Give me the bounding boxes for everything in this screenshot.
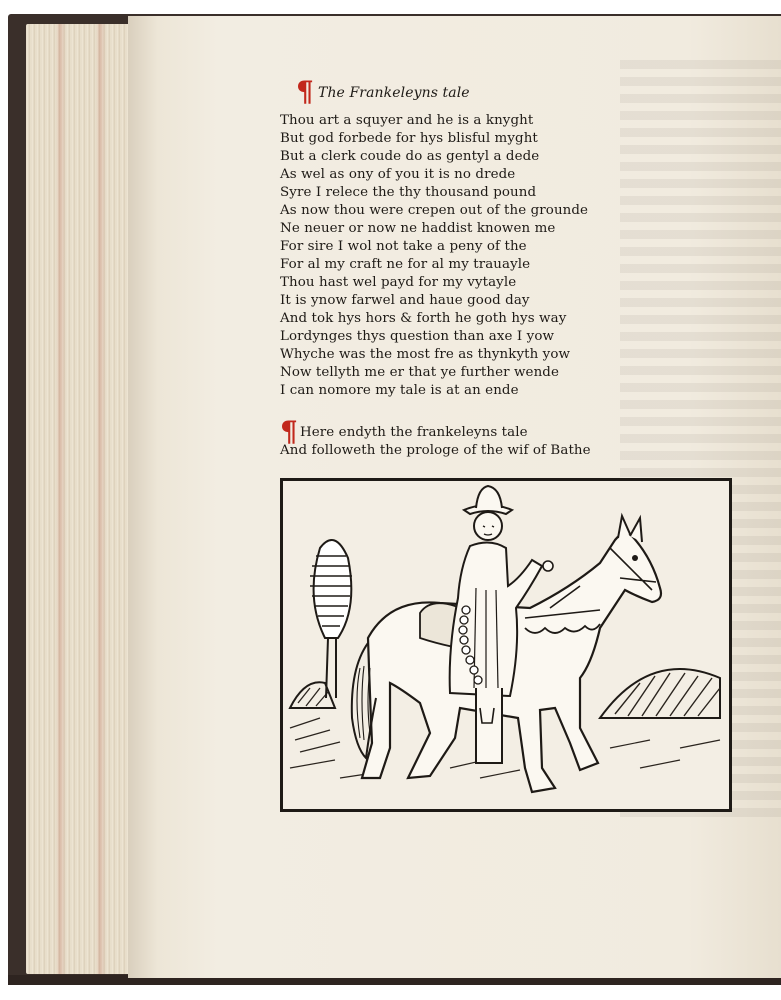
- verse-line: For al my craft ne for al my trauayle: [280, 257, 531, 272]
- verse-line: Whyche was the most fre as thynkyth yow: [280, 347, 571, 362]
- verse-line: And tok hys hors & forth he goth hys way: [280, 311, 567, 326]
- verse-line: For sire I wol not take a peny of the: [280, 239, 527, 254]
- verse-line: I can nomore my tale is at an ende: [280, 383, 519, 398]
- tale-heading: The Frankeleyns tale: [318, 85, 470, 101]
- verse-line: Thou art a squyer and he is a knyght: [280, 113, 534, 128]
- verse-line: Lordynges thys question than axe I yow: [280, 329, 555, 344]
- woodcut-rider-on-horse-icon: [280, 478, 732, 812]
- colophon-line: And followeth the prologe of the wif of Bathe: [280, 443, 591, 458]
- verse-line: Ne neuer or now ne haddist knowen me: [280, 221, 556, 236]
- verse-line: Now tellyth me er that ye further wende: [280, 365, 560, 380]
- verse-line: But god forbede for hys blisful myght: [280, 131, 538, 146]
- verse-line: It is ynow farwel and haue good day: [280, 293, 530, 308]
- verse-line: Syre I relece the thy thousand pound: [280, 185, 537, 200]
- page-edges: [26, 24, 138, 974]
- verse-line: But a clerk coude do as gentyl a dede: [280, 149, 540, 164]
- pilcrow-icon: ¶: [280, 415, 298, 448]
- verse-line: As now thou were crepen out of the grounde: [280, 203, 589, 218]
- verse-line: As wel as ony of you it is no drede: [280, 167, 516, 182]
- colophon-line: Here endyth the frankeleyns tale: [300, 425, 528, 440]
- pilcrow-icon: ¶: [296, 75, 314, 108]
- verse-line: Thou hast wel payd for my vytayle: [280, 275, 517, 290]
